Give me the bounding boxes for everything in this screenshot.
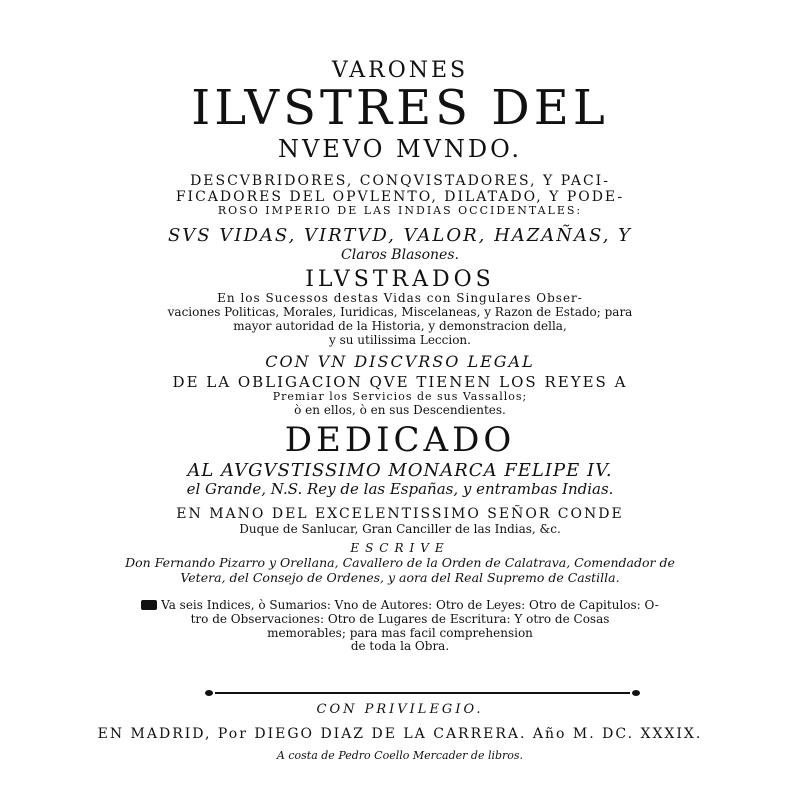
author-line-1: Don Fernando Pizarro y Orellana, Cavallero de la Orden de Calatrava, Comendador de (125, 555, 675, 571)
imprint-costa: A costa de Pedro Coello Mercader de libros. (276, 749, 524, 762)
ilustrados-line-1: En los Sucessos destas Vidas con Singulares Obser- (217, 291, 583, 306)
ornamental-rule (205, 689, 640, 697)
ilustrados-line-2: vaciones Politicas, Morales, Iuridicas, Miscelaneas, y Razon de Estado; para (167, 304, 633, 319)
privilegio: CON PRIVILEGIO. (316, 702, 484, 717)
discurso-line-1: DE LA OBLIGACION QVE TIENEN LOS REYES A (172, 372, 628, 391)
dedicado-line-1: AL AVGVSTISSIMO MONARCA FELIPE IV. (187, 459, 613, 481)
author-line-2: Vetera, del Consejo de Ordenes, y aora del Real Supremo de Castilla. (180, 569, 620, 585)
discurso-line-2: Premiar los Servicios de sus Vassallos; (272, 390, 528, 404)
indices-line-2: tro de Observaciones: Otro de Lugares de Escritura: Y otro de Cosas (190, 611, 610, 626)
title-line-2: ILVSTRES DEL (191, 80, 609, 137)
virtues-line-1: SVS VIDAS, VIRTVD, VALOR, HAZAÑAS, Y (167, 225, 633, 247)
ilustrados-line-3: mayor autoridad de la Historia, y demonstracion della, (233, 318, 567, 333)
indices-text-1: Va seis Indices, ò Sumarios: Vno de Autores: Otro de Leyes: Otro de Capitulos: O- (161, 597, 659, 612)
subtitle-line-1: DESCVBRIDORES, CONQVISTADORES, Y PACI- (190, 173, 610, 190)
dedicado-line-2: el Grande, N.S. Rey de las Españas, y entrambas Indias. (186, 480, 614, 499)
indices-line-4: de toda la Obra. (350, 639, 450, 654)
title-line-1: VARONES (331, 58, 469, 83)
subtitle-line-3: ROSO IMPERIO DE LAS INDIAS OCCIDENTALES: (217, 204, 583, 218)
discurso-heading: CON VN DISCVRSO LEGAL (265, 352, 535, 372)
escrive-heading: ESCRIVE (350, 541, 450, 556)
virtues-line-2: Claros Blasones. (341, 246, 459, 263)
en-mano-line-2: Duque de Sanlucar, Gran Canciller de las Indias, &c. (239, 521, 561, 536)
ornament-initial-icon (141, 600, 157, 610)
ilustrados-heading: ILVSTRADOS (305, 266, 495, 292)
en-mano-line-1: EN MANO DEL EXCELENTISSIMO SEÑOR CONDE (176, 506, 624, 523)
dedicado-heading: DEDICADO (284, 420, 516, 461)
indices-line-3: memorables; para mas facil comprehension (267, 625, 533, 640)
imprint-place: EN MADRID, Por DIEGO DIAZ DE LA CARRERA. Año M. DC. XXXIX. (97, 726, 703, 742)
subtitle-line-2: FICADORES DEL OPVLENTO, DILATADO, Y PODE- (175, 189, 625, 206)
ilustrados-line-4: y su utilissima Leccion. (329, 332, 471, 347)
indices-line-1 (0, 599, 800, 613)
discurso-line-3: ò en ellos, ò en sus Descendientes. (294, 402, 506, 417)
title-line-3: NVEVO MVNDO. (277, 134, 523, 163)
